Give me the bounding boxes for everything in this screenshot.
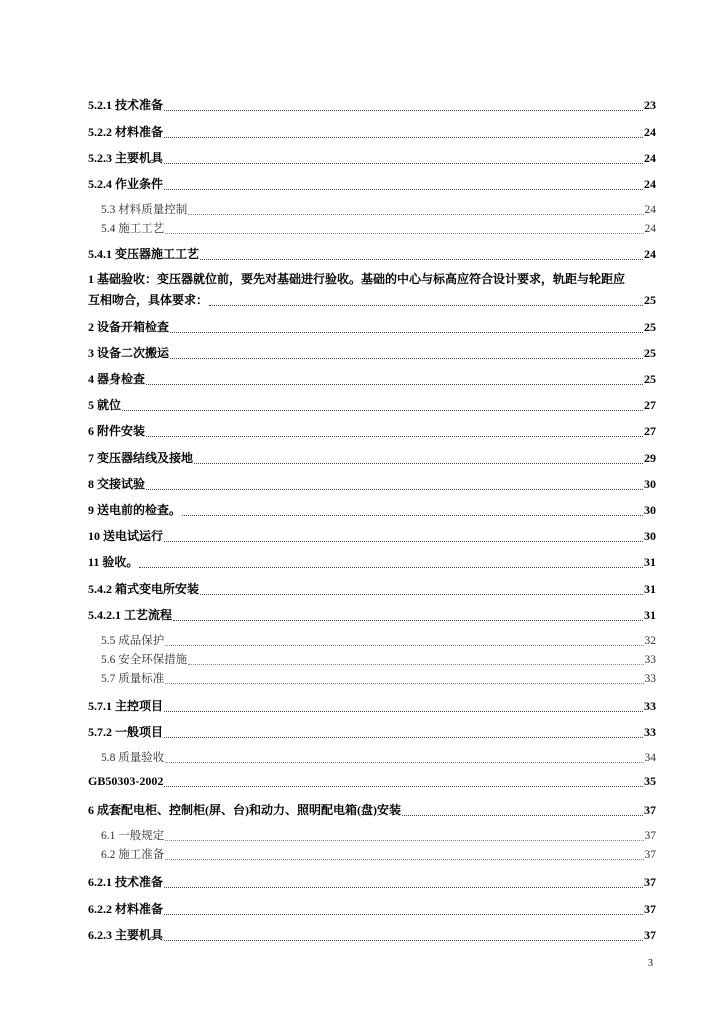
toc-entry-page: 31 bbox=[644, 608, 656, 622]
toc-entry-page: 33 bbox=[644, 699, 656, 713]
toc-entry[interactable] bbox=[88, 801, 656, 818]
toc-entry[interactable] bbox=[101, 827, 656, 843]
toc-entry-page: 34 bbox=[644, 752, 656, 764]
toc-entry[interactable] bbox=[88, 580, 656, 597]
toc-entry[interactable] bbox=[88, 123, 656, 140]
toc-entry-title: 5.3 材料质量控制 bbox=[101, 204, 188, 216]
toc-entry-title: 5.7.1 主控项目 bbox=[88, 699, 164, 713]
toc-entry-title: 5.7.2 一般项目 bbox=[88, 725, 164, 739]
toc-leader-dots bbox=[402, 815, 643, 816]
toc-leader-dots bbox=[165, 645, 643, 646]
toc-leader-dots bbox=[188, 214, 643, 215]
toc-entry[interactable] bbox=[88, 245, 656, 262]
toc-entry[interactable] bbox=[88, 475, 656, 492]
toc-leader-dots bbox=[188, 664, 643, 665]
toc-entry[interactable] bbox=[88, 96, 656, 113]
toc-leader-dots bbox=[165, 840, 643, 841]
toc-entry-page: 33 bbox=[644, 725, 656, 739]
toc-leader-dots bbox=[164, 737, 643, 738]
toc-entry-page: 37 bbox=[644, 803, 656, 817]
toc-entry-page: 35 bbox=[644, 774, 656, 788]
toc-entry-title: 5.8 质量验收 bbox=[101, 752, 165, 764]
toc-entry-title: GB50303-2002 bbox=[88, 774, 164, 788]
toc-entry-page: 24 bbox=[644, 247, 656, 261]
toc-entry-title: 5.7 质量标准 bbox=[101, 673, 165, 685]
toc-entry-title: 6.2.2 材料准备 bbox=[88, 902, 164, 916]
toc-entry-title: 7 变压器结线及接地 bbox=[88, 451, 194, 465]
toc-entry-page: 29 bbox=[644, 451, 656, 465]
toc-entry[interactable] bbox=[88, 175, 656, 192]
toc-entry-title: 5.6 安全环保措施 bbox=[101, 654, 188, 666]
toc-entry-title: 互相吻合，具体要求： bbox=[88, 293, 209, 307]
toc-entry-title: 5.5 成品保护 bbox=[101, 635, 165, 647]
toc-entry-page: 31 bbox=[644, 582, 656, 596]
toc-entry-page: 37 bbox=[644, 849, 656, 861]
toc-leader-dots bbox=[165, 859, 643, 860]
toc-leader-dots bbox=[164, 137, 643, 138]
toc-leader-dots bbox=[164, 110, 643, 111]
toc-entry-title: 5.2.3 主要机具 bbox=[88, 151, 164, 165]
toc-leader-dots bbox=[200, 259, 643, 260]
toc-leader-dots bbox=[146, 384, 643, 385]
toc-entry[interactable] bbox=[88, 900, 656, 917]
toc-entry-page: 30 bbox=[644, 477, 656, 491]
toc-leader-dots bbox=[164, 189, 643, 190]
toc-entry-page: 27 bbox=[644, 424, 656, 438]
toc-leader-dots bbox=[146, 489, 643, 490]
toc-leader-dots bbox=[164, 940, 643, 941]
toc-entry[interactable] bbox=[88, 774, 656, 789]
toc-leader-dots bbox=[164, 887, 643, 888]
toc-leader-dots bbox=[173, 620, 643, 621]
toc-leader-dots bbox=[139, 567, 643, 568]
toc-entry[interactable] bbox=[88, 873, 656, 890]
toc-entry-page: 25 bbox=[644, 320, 656, 334]
toc-entry-page: 37 bbox=[644, 902, 656, 916]
toc-entry[interactable] bbox=[88, 606, 656, 623]
toc-entry-title: 6.2.3 主要机具 bbox=[88, 928, 164, 942]
toc-entry[interactable] bbox=[88, 697, 656, 714]
toc-entry[interactable] bbox=[88, 422, 656, 439]
toc-entry-page: 23 bbox=[644, 98, 656, 112]
toc-entry-title: 6.1 一般规定 bbox=[101, 830, 165, 842]
toc-entry-title: 9 送电前的检查。 bbox=[88, 503, 182, 517]
toc-entry-page: 30 bbox=[644, 503, 656, 517]
toc-leader-dots bbox=[194, 463, 643, 464]
toc-entry[interactable] bbox=[88, 553, 656, 570]
toc-leader-dots bbox=[146, 436, 643, 437]
toc-entry-page: 24 bbox=[644, 125, 656, 139]
toc-leader-dots bbox=[170, 332, 643, 333]
toc-leader-dots bbox=[164, 163, 643, 164]
page-number: 3 bbox=[648, 958, 653, 969]
toc-entry[interactable] bbox=[88, 449, 656, 466]
toc-entry[interactable] bbox=[101, 632, 656, 648]
toc-entry-page: 24 bbox=[644, 151, 656, 165]
toc-entry-page: 27 bbox=[644, 398, 656, 412]
toc-leader-dots bbox=[170, 358, 643, 359]
toc-entry-title: 5.4 施工工艺 bbox=[101, 223, 165, 235]
toc-entry-title: 10 送电试运行 bbox=[88, 529, 164, 543]
toc-entry-title-line1[interactable]: 1 基础验收：变压器就位前，要先对基础进行验收。基础的中心与标高应符合设计要求，轨距与轮距应 bbox=[88, 272, 626, 286]
toc-entry-title: 5.2.4 作业条件 bbox=[88, 177, 164, 191]
toc-entry-page: 24 bbox=[644, 204, 656, 216]
toc-leader-dots bbox=[164, 711, 643, 712]
toc-entry-title: 6 附件安装 bbox=[88, 424, 146, 438]
toc-entry-page: 33 bbox=[644, 654, 656, 666]
toc-entry[interactable] bbox=[88, 370, 656, 387]
toc-entry-page: 37 bbox=[644, 875, 656, 889]
toc-entry[interactable] bbox=[88, 344, 656, 361]
toc-entry[interactable] bbox=[101, 749, 656, 765]
toc-entry-page: 33 bbox=[644, 673, 656, 685]
toc-entry[interactable] bbox=[88, 318, 656, 335]
toc-leader-dots bbox=[164, 914, 643, 915]
toc-leader-dots bbox=[200, 594, 643, 595]
toc-entry-title: 11 验收。 bbox=[88, 555, 139, 569]
toc-entry-title: 3 设备二次搬运 bbox=[88, 346, 170, 360]
toc-entry[interactable] bbox=[88, 149, 656, 166]
toc-entry-page: 31 bbox=[644, 555, 656, 569]
toc-entry[interactable] bbox=[101, 201, 656, 217]
toc-entry-title: 6 成套配电柜、控制柜(屏、台)和动力、照明配电箱(盘)安装 bbox=[88, 803, 401, 817]
toc-entry-page: 30 bbox=[644, 529, 656, 543]
toc-entry[interactable] bbox=[101, 670, 656, 686]
toc-entry-title: 6.2 施工准备 bbox=[101, 849, 165, 861]
toc-entry[interactable] bbox=[88, 291, 656, 308]
toc-entry[interactable] bbox=[88, 926, 656, 943]
toc-entry[interactable] bbox=[88, 501, 656, 518]
toc-leader-dots bbox=[165, 762, 643, 763]
toc-entry-page: 25 bbox=[644, 293, 656, 307]
toc-entry-page: 25 bbox=[644, 346, 656, 360]
toc-leader-dots bbox=[165, 233, 643, 234]
toc-entry-page: 32 bbox=[644, 635, 656, 647]
toc-entry[interactable] bbox=[101, 651, 656, 667]
toc-entry-title: 6.2.1 技术准备 bbox=[88, 875, 164, 889]
toc-entry-title: 5 就位 bbox=[88, 398, 122, 412]
toc-leader-dots bbox=[164, 541, 643, 542]
toc-entry[interactable] bbox=[88, 723, 656, 740]
toc-entry[interactable] bbox=[101, 846, 656, 862]
toc-entry-title: 5.4.1 变压器施工工艺 bbox=[88, 247, 200, 261]
toc-entry-page: 25 bbox=[644, 372, 656, 386]
toc-leader-dots bbox=[182, 515, 643, 516]
toc-leader-dots bbox=[122, 410, 643, 411]
toc-entry-title: 8 交接试验 bbox=[88, 477, 146, 491]
toc-leader-dots bbox=[209, 305, 643, 306]
toc-entry-page: 37 bbox=[644, 830, 656, 842]
toc-leader-dots bbox=[164, 786, 643, 787]
toc-entry[interactable] bbox=[88, 527, 656, 544]
toc-entry-title: 5.2.2 材料准备 bbox=[88, 125, 164, 139]
toc-entry[interactable] bbox=[101, 220, 656, 236]
toc-entry-title: 2 设备开箱检查 bbox=[88, 320, 170, 334]
toc-entry-title: 5.4.2 箱式变电所安装 bbox=[88, 582, 200, 596]
toc-entry-page: 37 bbox=[644, 928, 656, 942]
toc-leader-dots bbox=[165, 683, 643, 684]
toc-entry-page: 24 bbox=[644, 223, 656, 235]
toc-entry-title: 4 器身检查 bbox=[88, 372, 146, 386]
toc-entry-page: 24 bbox=[644, 177, 656, 191]
toc-entry[interactable] bbox=[88, 396, 656, 413]
toc-entry-title: 5.4.2.1 工艺流程 bbox=[88, 608, 173, 622]
toc-entry-title: 5.2.1 技术准备 bbox=[88, 98, 164, 112]
